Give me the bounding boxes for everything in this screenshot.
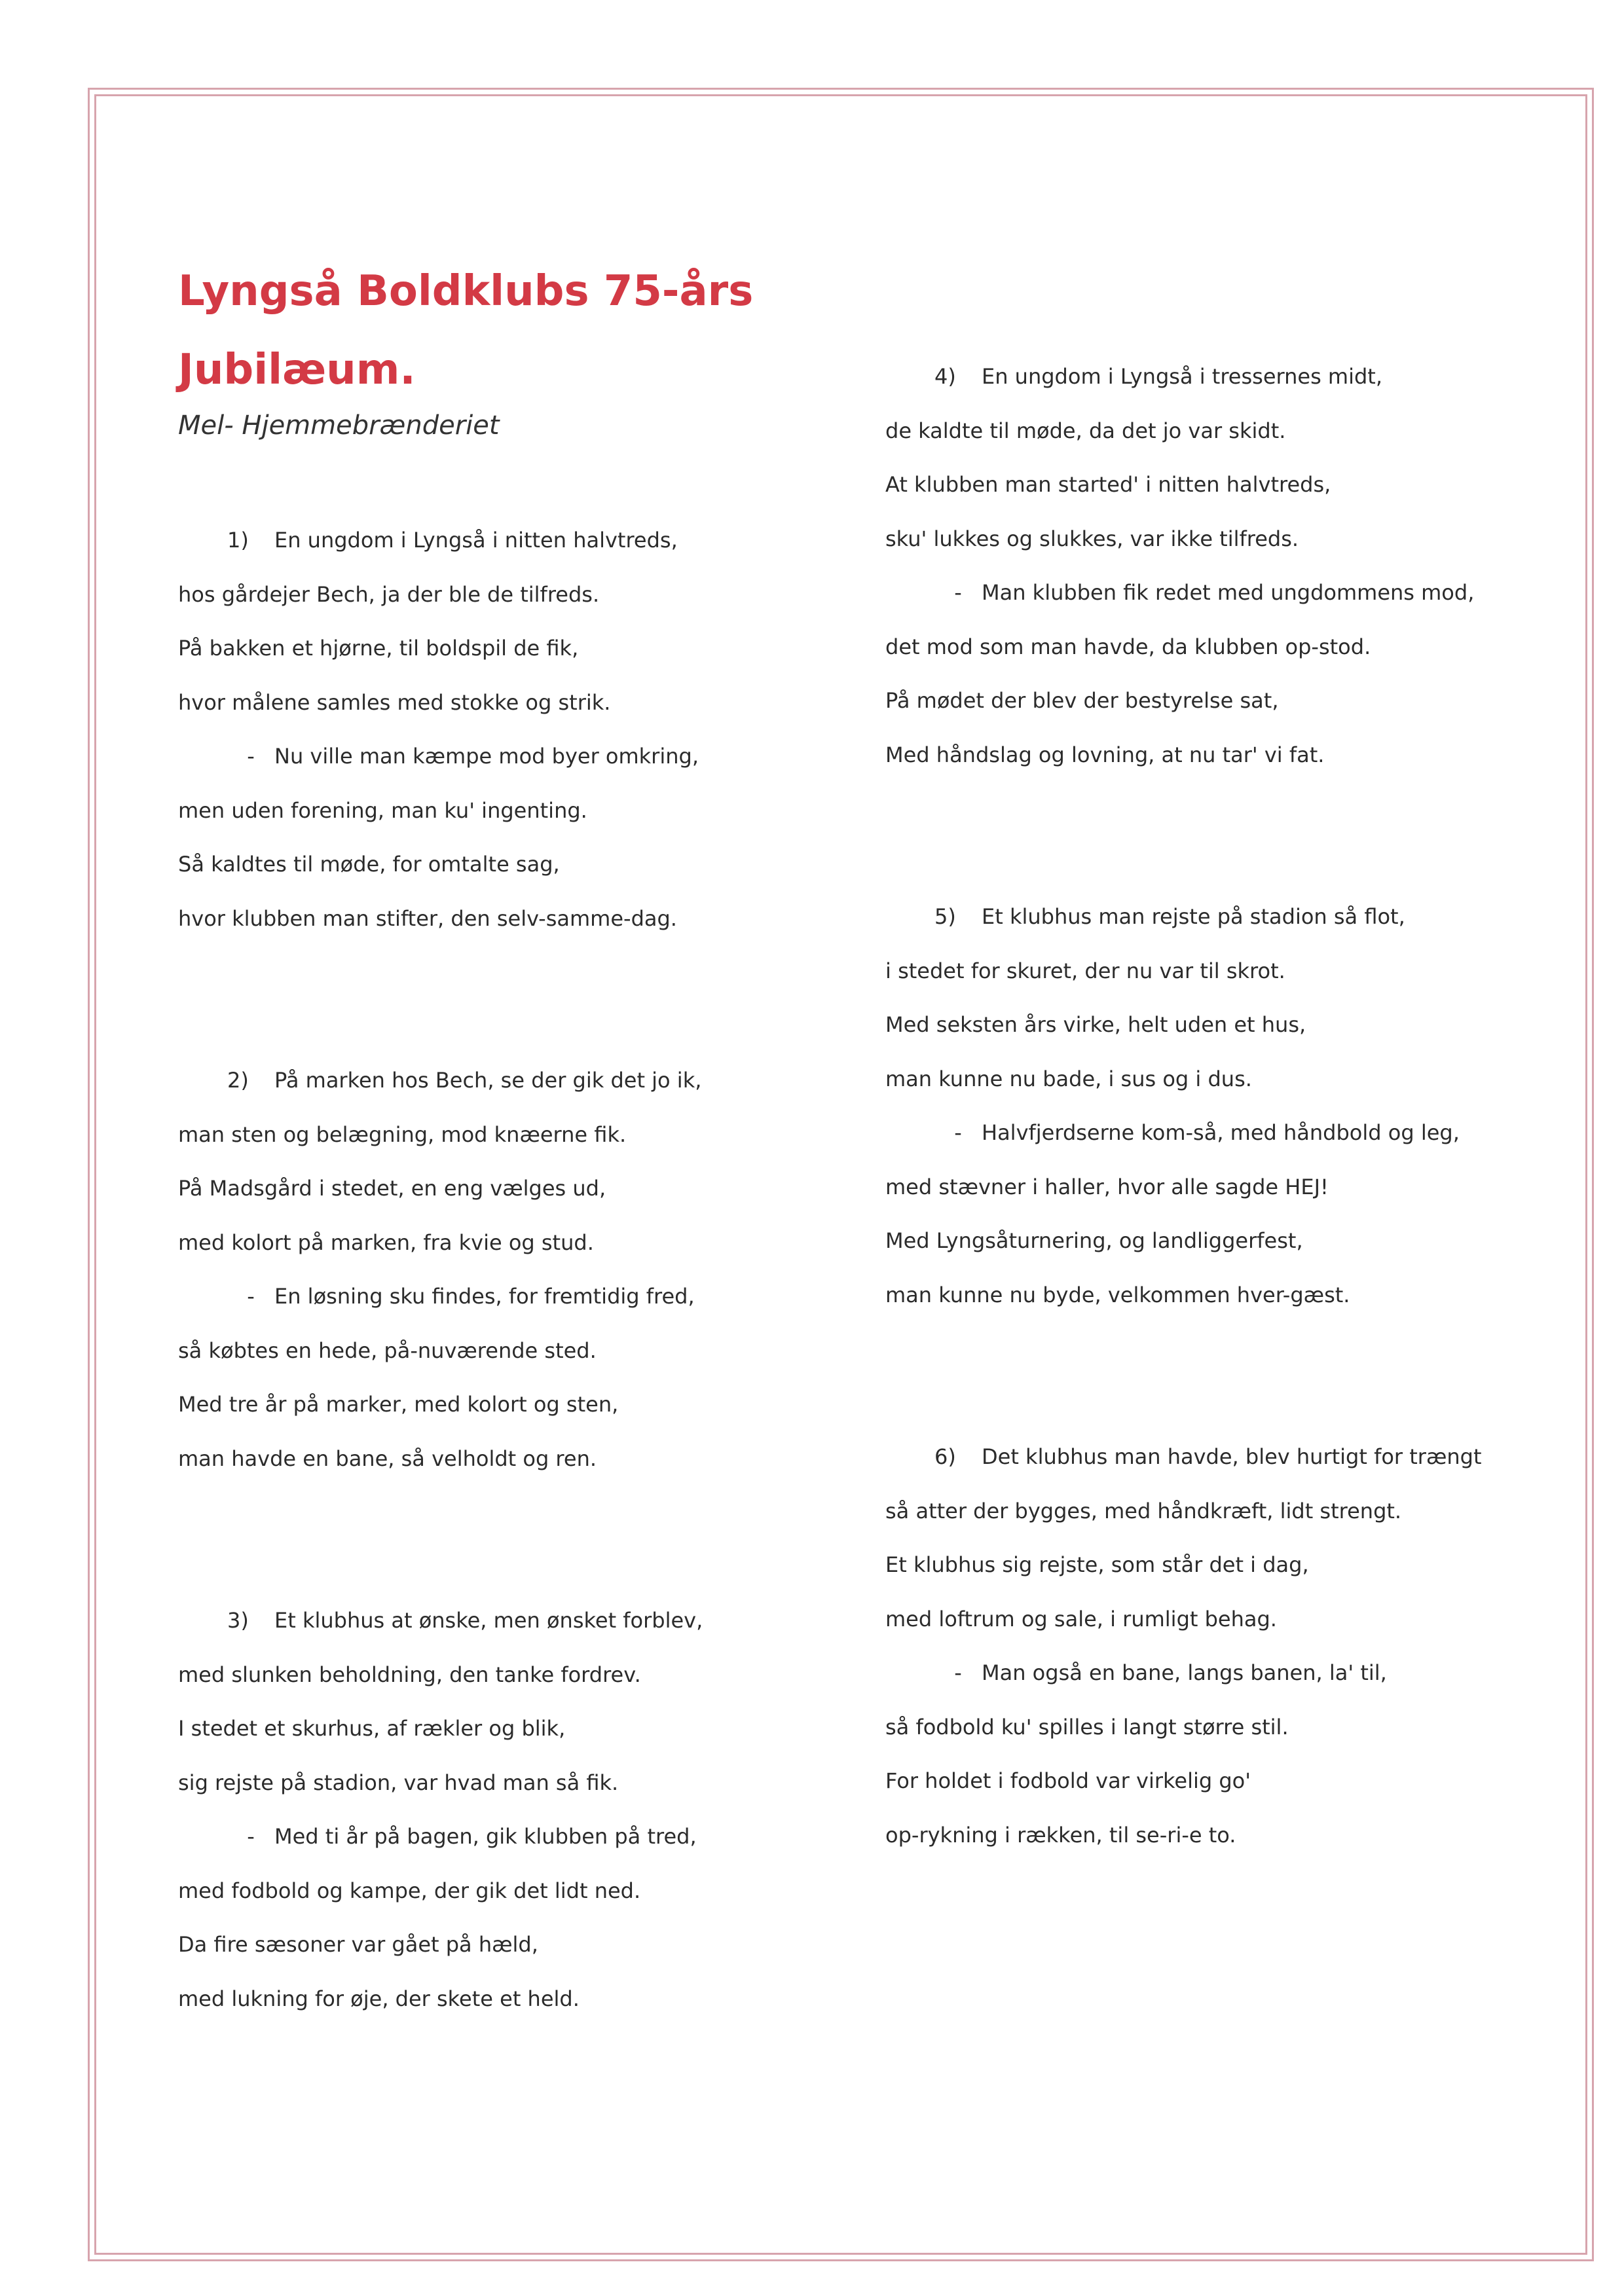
verse-line-text: Med håndslag og lovning, at nu tar' vi fat. (885, 742, 1325, 767)
verse-line-text: Et klubhus man rejste på stadion så flot, (982, 904, 1405, 929)
verse-line (178, 1338, 597, 1364)
verse-line-text: Med ti år på bagen, gik klubben på tred, (274, 1824, 697, 1849)
verse-line-text: man sten og belægning, mod knæerne fik. (178, 1121, 627, 1147)
verse-line (227, 1823, 697, 1850)
verse-line (885, 1011, 1306, 1038)
verse-line (227, 1283, 695, 1309)
verse-line (178, 1931, 538, 1958)
verse-line (885, 1066, 1252, 1092)
verse-line (227, 1067, 701, 1093)
verse-line (885, 418, 1285, 444)
page-title: Lyngså Boldklubs 75-års Jubilæum. (178, 267, 754, 394)
verse-line (227, 1607, 703, 1633)
verse-line (885, 526, 1299, 552)
verse-line-text: Halvfjerdserne kom-så, med håndbold og leg, (982, 1120, 1460, 1145)
verse-line-text: På Madsgård i stedet, en eng vælges ud, (178, 1176, 606, 1201)
verse-line-text: man kunne nu bade, i sus og i dus. (885, 1066, 1252, 1091)
verse-number: 4) (934, 364, 956, 389)
verse-line-text: de kaldte til møde, da det jo var skidt. (885, 418, 1286, 443)
verse-number: 3) (227, 1608, 249, 1633)
verse-line-text: så fodbold ku' spilles i langt større stil. (885, 1714, 1289, 1740)
verse-number: 1) (227, 528, 249, 553)
verse-line (885, 958, 1285, 984)
verse-line-text: Med tre år på marker, med kolort og sten, (178, 1392, 619, 1417)
verse-line-text: Med Lyngsåturnering, og landliggerfest, (885, 1228, 1303, 1253)
verse-line (227, 743, 699, 769)
verse-line-text: men uden forening, man ku' ingenting. (178, 797, 587, 823)
verse-line (178, 1121, 626, 1148)
verse-line (885, 1822, 1236, 1848)
verse-line-text: Et klubhus sig rejste, som står det i dag, (885, 1552, 1309, 1577)
verse-line-text: Et klubhus at ønske, men ønsket forblev, (274, 1608, 703, 1633)
verse-line (178, 581, 599, 608)
verse-line-text: Da fire sæsoner var gået på hæld, (178, 1932, 538, 1957)
verse-line-text: sku' lukkes og slukkes, var ikke tilfreds. (885, 526, 1299, 551)
verse-line-text: så købtes en hede, på-nuværende sted. (178, 1338, 597, 1363)
verse-line-text: man havde en bane, så velholdt og ren. (178, 1446, 597, 1471)
verse-line-text: så atter der bygges, med håndkræft, lidt strengt. (885, 1498, 1402, 1523)
verse-line (885, 1282, 1350, 1308)
verse-line (885, 634, 1371, 660)
verse-line (178, 1446, 597, 1472)
verse-line-text: På bakken et hjørne, til boldspil de fik, (178, 636, 579, 661)
verse-line (178, 797, 587, 824)
verse-line (885, 1498, 1401, 1524)
verse-line-text: hvor klubben man stifter, den selv-samme-dag. (178, 905, 677, 931)
verse-line (178, 851, 560, 877)
verse-line (934, 1444, 1482, 1470)
verse-line-text: Det klubhus man havde, blev hurtigt for trængt (982, 1444, 1482, 1469)
verse-line-text: I stedet et skurhus, af rækler og blik, (178, 1716, 566, 1741)
verse-line-text: sig rejste på stadion, var hvad man så fik. (178, 1770, 619, 1795)
verse-line (885, 1552, 1309, 1578)
verse-line (178, 689, 610, 716)
verse-line (178, 1175, 606, 1201)
verse-line (227, 527, 678, 553)
verse-dash: - (954, 580, 962, 605)
verse-line (885, 1228, 1303, 1254)
verse-line (178, 1878, 640, 1904)
verse-line (178, 1230, 594, 1256)
verse-line-text: Så kaldtes til møde, for omtalte sag, (178, 852, 560, 877)
verse-line-text: En løsning sku findes, for fremtidig fred, (274, 1284, 695, 1309)
verse-line-text: med kolort på marken, fra kvie og stud. (178, 1230, 594, 1255)
verse-line (934, 363, 1382, 390)
verse-line (178, 905, 677, 932)
verse-number: 6) (934, 1444, 956, 1469)
verse-line-text: For holdet i fodbold var virkelig go' (885, 1768, 1251, 1793)
verse-line (934, 579, 1474, 606)
verse-line-text: På marken hos Bech, se der gik det jo ik, (274, 1068, 702, 1093)
verse-line-text: Nu ville man kæmpe mod byer omkring, (274, 744, 699, 769)
verse-number: 2) (227, 1068, 249, 1093)
verse-line-text: En ungdom i Lyngså i tressernes midt, (982, 364, 1382, 389)
verse-number: 5) (934, 904, 956, 929)
verse-line-text: hvor målene samles med stokke og strik. (178, 689, 611, 715)
verse-line-text: med slunken beholdning, den tanke fordrev. (178, 1662, 641, 1687)
verse-line-text: det mod som man havde, da klubben op-stod. (885, 634, 1371, 659)
verse-line (885, 742, 1324, 768)
verse-dash: - (954, 1120, 962, 1145)
melody-subtitle: Mel- Hjemmebrænderiet (178, 410, 500, 441)
verse-line (178, 635, 578, 661)
verse-line-text: i stedet for skuret, der nu var til skrot. (885, 958, 1285, 983)
verse-line (178, 1391, 618, 1417)
verse-line-text: med stævner i haller, hvor alle sagde HEJ! (885, 1174, 1329, 1199)
verse-line (178, 1662, 641, 1688)
verse-dash: - (247, 1824, 255, 1849)
verse-line-text: hos gårdejer Bech, ja der ble de tilfreds. (178, 581, 600, 607)
verse-line-text: med lukning for øje, der skete et held. (178, 1986, 580, 2011)
verse-line (885, 471, 1331, 498)
verse-line-text: Med seksten års virke, helt uden et hus, (885, 1012, 1306, 1037)
verse-line (885, 687, 1278, 714)
verse-line (934, 903, 1405, 930)
verse-dash: - (247, 744, 255, 769)
verse-line-text: Man også en bane, langs banen, la' til, (982, 1660, 1387, 1685)
verse-line (885, 1714, 1289, 1740)
verse-line (885, 1606, 1277, 1632)
verse-line-text: op-rykning i rækken, til se-ri-e to. (885, 1822, 1236, 1848)
verse-line-text: med loftrum og sale, i rumligt behag. (885, 1606, 1277, 1631)
verse-line (885, 1768, 1251, 1794)
verse-line-text: med fodbold og kampe, der gik det lidt ned. (178, 1878, 641, 1903)
verse-line (178, 1715, 565, 1741)
verse-line-text: En ungdom i Lyngså i nitten halvtreds, (274, 528, 678, 553)
verse-line-text: På mødet der blev der bestyrelse sat, (885, 688, 1279, 713)
verse-line (885, 1174, 1329, 1200)
verse-line-text: man kunne nu byde, velkommen hver-gæst. (885, 1282, 1350, 1307)
verse-line-text: Man klubben fik redet med ungdommens mod, (982, 580, 1475, 605)
verse-line (178, 1770, 618, 1796)
verse-dash: - (247, 1284, 255, 1309)
verse-line (934, 1120, 1460, 1146)
verse-line-text: At klubben man started' i nitten halvtreds, (885, 472, 1331, 497)
verse-line (934, 1660, 1387, 1686)
verse-dash: - (954, 1660, 962, 1685)
verse-line (178, 1986, 580, 2012)
